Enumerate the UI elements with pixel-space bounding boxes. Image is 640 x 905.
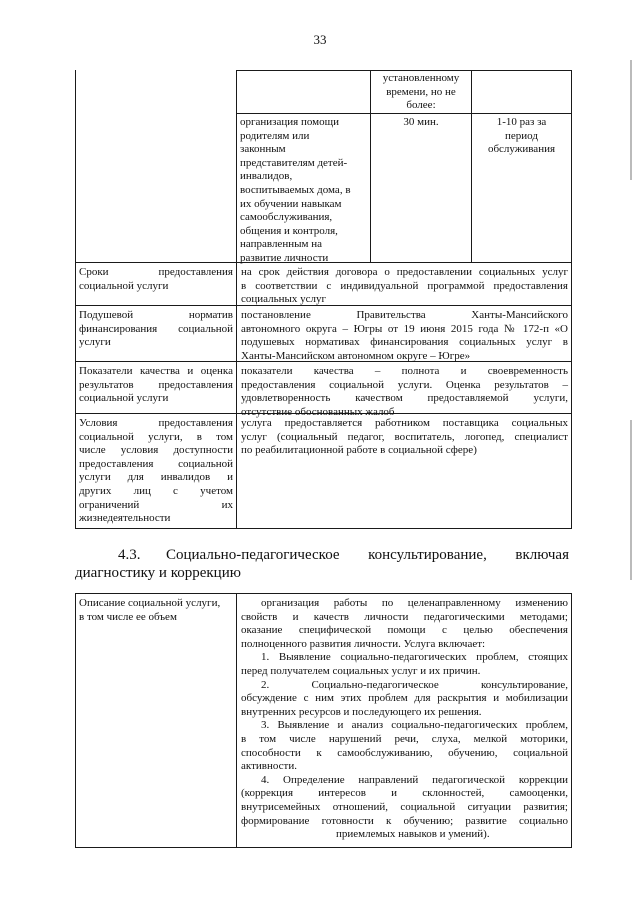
table-rule	[75, 70, 76, 529]
page-number: 33	[313, 32, 327, 47]
row-content-description: организация работы по целенаправленному изменению свойств и качеств личности педагогическими методами; оказание специфической помощи с целью обеспечения полноценного развития личности. Услуга включает: 1. Выявление социально-педагогических проблем, стоящих перед получателем социальных услуг и их причин. 2. Социально-педагогическое консультирование, обсуждение с ним этих проблем для раскрытия и мобилизации внутренних ресурсов и последующего их решения. 3. Выявление и анализ социально-педагогических проблем, в том числе нарушений речи, слуха, мелкой моторики, способности к самообслуживанию, обучению, социальной активности. 4. Определение направлений педагогической коррекции (коррекция интересов и склонностей, самооценки, внутрисемейных отношений, социальной ситуации развития; формирование готовности к обучению; развитие социально приемлемых навыков и умений).	[241, 597, 568, 841]
row-label-quality: Показатели качества и оценка результатов предоставления социальной услуги	[79, 365, 233, 405]
section-number: 4.3.	[118, 547, 141, 563]
table-rule	[236, 70, 572, 71]
table-rule	[236, 113, 572, 114]
table-rule	[571, 593, 572, 848]
row-label-conditions: Условия предоставления социальной услуги, в том числе условия доступности предоставления социальной услуги для инвалидов и других лиц с учетом ограничений их жизнедеятельности	[79, 417, 233, 525]
row-content-financing: постановление Правительства Ханты-Мансийского автономного округа – Югры от 19 июня 2015 года № 172-п «О подушевых нормативах финансирования социальных услуг в Ханты-Мансийском автономном округе – Югре»	[241, 309, 568, 362]
row-label-terms: Сроки предоставления социальной услуги	[79, 266, 233, 292]
table-rule	[370, 70, 371, 263]
table-rule	[471, 70, 472, 263]
scan-edge-mark	[630, 420, 632, 580]
row-content-terms: на срок действия договора о предоставлении социальных услуг в соответствии с индивидуальной программой предоставления социальных услуг	[241, 266, 568, 306]
section-title-line1: Социально-педагогическое консультирование, включая	[166, 547, 569, 563]
section-title-line2: диагностику и коррекцию	[75, 565, 241, 581]
table-rule	[236, 593, 237, 848]
row-content-quality: показатели качества – полнота и своевременность предоставления социальной услуги. Оценка результатов – удовлетворенность качеством предоставляемой услуги, отсутствие обоснованных жалоб	[241, 365, 568, 418]
cell-frequency: 1-10 раз за период обслуживания	[487, 116, 556, 156]
table-rule	[75, 528, 572, 529]
cell-time-norm-header: установленному времени, но не более:	[382, 72, 460, 112]
row-content-conditions: услуга предоставляется работником поставщика социальных услуг (социальный педагог, воспитатель, логопед, специалист по реабилитационной работе в социальной сфере)	[241, 417, 568, 457]
row-label-description: Описание социальной услуги, в том числе ее объем	[79, 597, 221, 623]
table-rule	[571, 70, 572, 529]
row-label-financing: Подушевой норматив финансирования социальной услуги	[79, 309, 233, 349]
table-rule	[75, 847, 572, 848]
table-rule	[236, 70, 237, 529]
scan-edge-mark	[630, 60, 632, 180]
table-rule	[75, 593, 76, 848]
cell-duration: 30 мин.	[403, 116, 439, 128]
table-rule	[75, 593, 572, 594]
cell-service-description: организация помощи родителям или законным представителям детей- инвалидов, воспитываемых дома, в их обучении навыкам самообслуживания, общения и контроля, направленным на развитие личности	[240, 116, 351, 264]
